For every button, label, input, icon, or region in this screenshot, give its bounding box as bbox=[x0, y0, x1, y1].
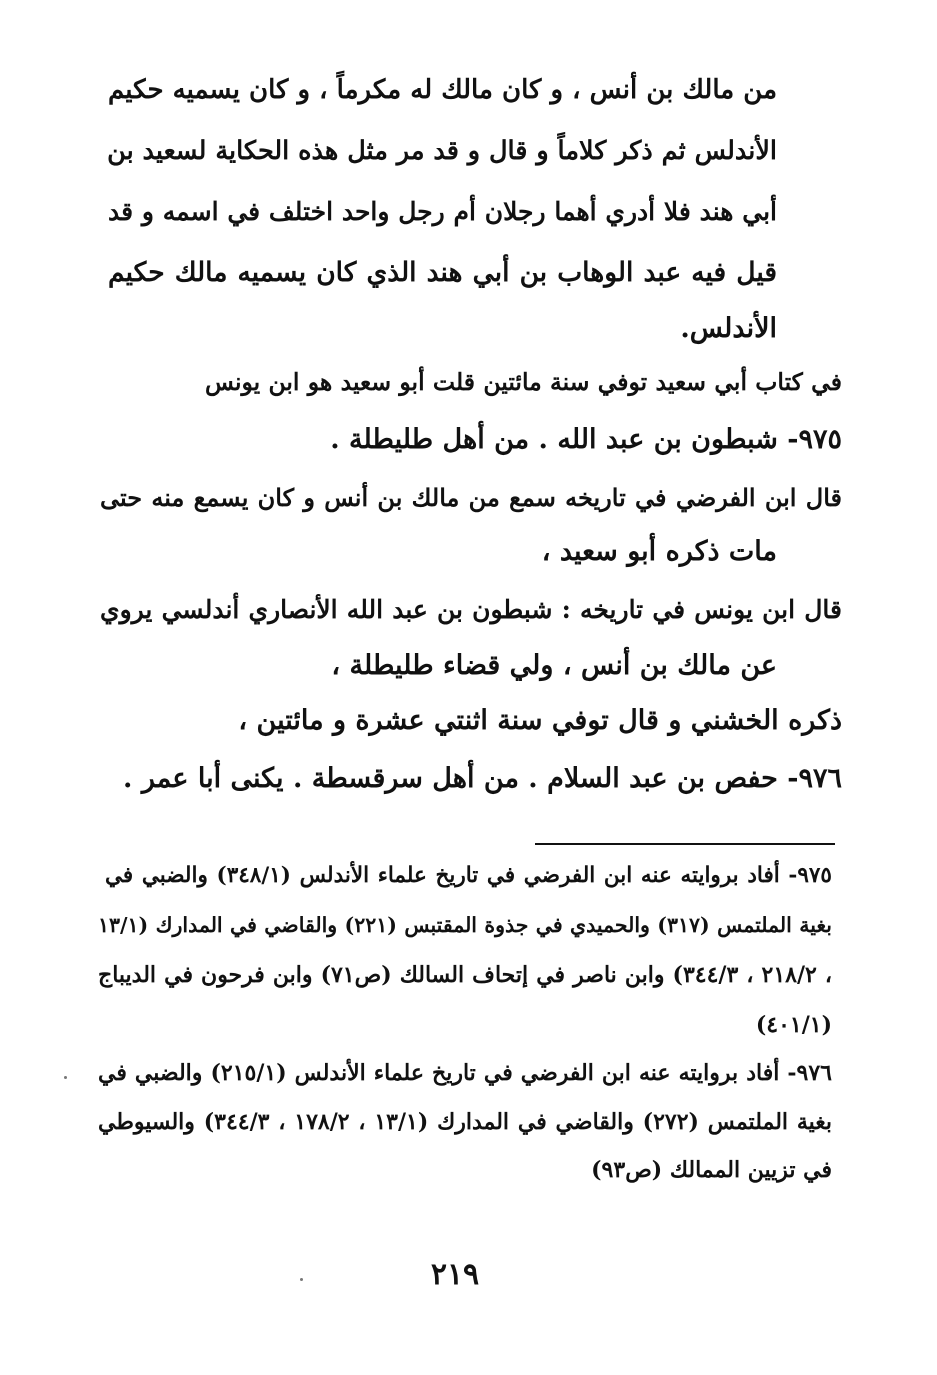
body-line-10: قال ابن يونس في تاريخه : شبطون بن عبد الله الأنصاري أندلسي يروي bbox=[100, 595, 842, 624]
footnote-975-line-2: بغية الملتمس (٣١٧) والحميدي في جذوة المقتبس (٢٢١) والقاضي في المدارك (١٣/١ bbox=[98, 913, 832, 937]
footnote-976-line-2: بغية الملتمس (٢٧٢) والقاضي في المدارك (١٣/١ ، ١٧٨/٢ ، ٣٤٤/٣) والسيوطي bbox=[98, 1109, 833, 1135]
entry-975-heading: ٩٧٥- شبطون بن عبد الله . من أهل طليطلة . bbox=[330, 424, 842, 455]
entry-976-heading: ٩٧٦- حفص بن عبد السلام . من أهل سرقسطة . يكنى أبا عمر . bbox=[123, 763, 842, 794]
body-line-2: الأندلس ثم ذكر كلاماً و قال و قد مر مثل هذه الحكاية لسعيد بن bbox=[107, 136, 777, 166]
body-line-8: قال ابن الفرضي في تاريخه سمع من مالك بن أنس و كان يسمع منه حتى bbox=[100, 483, 842, 512]
footnote-separator bbox=[535, 843, 835, 845]
body-line-1: من مالك بن أنس ، و كان مالك له مكرماً ، و كان يسميه حكيم bbox=[108, 75, 777, 105]
body-line-12: ذكره الخشني و قال توفي سنة اثنتي عشرة و مائتين ، bbox=[238, 705, 842, 736]
footnote-976-line-3: في تزيين الممالك (ص٩٣) bbox=[591, 1157, 832, 1183]
body-line-5: الأندلس. bbox=[680, 313, 777, 344]
body-line-9: مات ذكره أبو سعيد ، bbox=[541, 536, 777, 567]
footnote-975-line-3: ، ٢١٨/٢ ، ٣٤٤/٣) وابن ناصر في إتحاف السالك (ص٧١) وابن فرحون في الديباج bbox=[98, 962, 833, 988]
footnote-976-line-1: ٩٧٦- أفاد بروايته عنه ابن الفرضي في تاريخ علماء الأندلس (٢١٥/١) والضبي في bbox=[98, 1060, 832, 1086]
scan-speck bbox=[300, 1278, 303, 1281]
footnote-975-line-1: ٩٧٥- أفاد بروايته عنه ابن الفرضي في تاريخ علماء الأندلس (٣٤٨/١) والضبي في bbox=[105, 863, 832, 888]
scan-speck bbox=[64, 1076, 67, 1079]
footnote-975-line-4: (٤٠١/١) bbox=[755, 1012, 832, 1038]
body-line-4: قيل فيه عبد الوهاب بن أبي هند الذي كان يسميه مالك حكيم bbox=[108, 257, 777, 288]
body-line-11: عن مالك بن أنس ، ولي قضاء طليطلة ، bbox=[331, 650, 777, 681]
body-line-6: في كتاب أبي سعيد توفي سنة مائتين قلت أبو سعيد هو ابن يونس bbox=[205, 368, 842, 396]
page-number: ٢١٩ bbox=[430, 1257, 480, 1292]
body-line-3: أبي هند فلا أدري أهما رجلان أم رجل واحد اختلف في اسمه و قد bbox=[108, 197, 777, 226]
